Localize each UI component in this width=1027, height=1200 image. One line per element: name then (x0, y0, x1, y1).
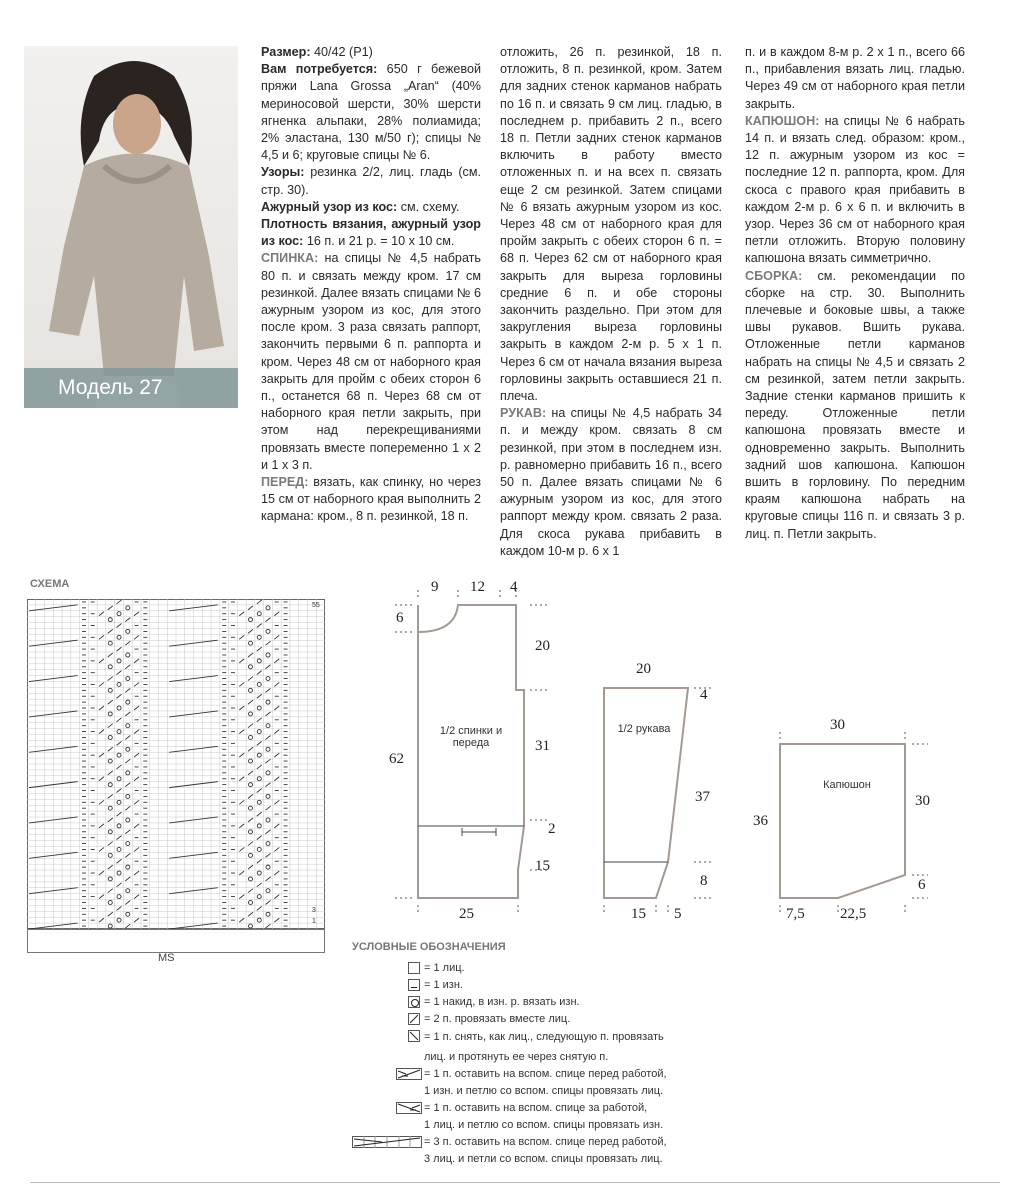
sleeve-dim-5: 5 (674, 906, 682, 922)
chart-row-1-number: 1 (312, 918, 316, 925)
model-label: Модель 27 (24, 368, 238, 408)
body-dim-2: 2 (548, 821, 556, 837)
hood-dim-7-5: 7,5 (786, 906, 805, 922)
sleeve-label: 1/2 рукава (617, 723, 671, 735)
hood-label: Капюшон (823, 779, 871, 791)
section-heading: СПИНКА: (261, 251, 319, 266)
body-dim-62: 62 (389, 751, 404, 767)
paragraph-text: 650 г бежевой пряжи Lana Grossa „Aran“ (40% мериносовой шерсти, 30% шерсти ягненка альпаки, 28% полиамида; 2% эластана, 130 м/50 г); спицы № 4,5 и 6; круговые спицы № 6. (261, 62, 481, 163)
paragraph-heading: Вам потребуется: (261, 62, 378, 77)
legend-item: = 1 накид, в изн. р. вязать изн. (424, 996, 580, 1008)
paragraph-heading: Размер: (261, 45, 311, 59)
hood-dim-22-5: 22,5 (840, 906, 867, 922)
section-heading: КАПЮШОН: (745, 113, 820, 128)
paragraph-text: на спицы № 6 набрать 14 п. и вязать след. образом: кром., 12 п. ажурным узором из кос = последние 12 п. раппорта, кром. Для скоса с правого края прибавить в каждом 2-м р. 6 х 6 п. и включить в узор. Через 36 см от наборного края петли отложить. Вторую половину капюшона вязать симметрично. (745, 113, 965, 266)
sleeve-dim-8: 8 (700, 873, 708, 889)
body-outline (418, 605, 524, 898)
paragraph-text: 40/42 (Р1) (310, 45, 373, 59)
legend-title: УСЛОВНЫЕ ОБОЗНАЧЕНИЯ (352, 941, 506, 953)
legend-item: = 3 п. оставить на вспом. спице перед работой, (424, 1136, 667, 1148)
legend-item: 3 лиц. и петли со вспом. спицы провязать лиц. (424, 1153, 663, 1165)
body-dim-25: 25 (459, 906, 474, 922)
paragraph-text: 16 п. и 21 р. = 10 х 10 см. (303, 234, 455, 249)
cross-right-symbol-icon (396, 1102, 422, 1114)
body-dim-15: 15 (535, 858, 550, 874)
sleeve-dim-4: 4 (700, 687, 708, 703)
legend-item: лиц. и протянуть ее через снятую п. (424, 1051, 609, 1063)
legend-item: = 2 п. провязать вместе лиц. (424, 1013, 571, 1025)
paragraph-text: отложить, 26 п. резинкой, 18 п. отложить, 8 п. резинкой, кром. Затем для задних стенок карманов набрать по 16 п. и связать 9 см лиц. гладью, в последнем р. прибавить 2 п., всего 18 п. Петли задних стенок карманов включить в работу вместо отложенных п. и на всех п. связать еще 2 см резинкой. Затем спицами № 6 вязать ажурным узором из кос. Через 48 см от наборного края для пройм закрыть с обеих сторон 6 п. = 68 п. Через 62 см от наборного края закрыть для выреза горловины средние 6 п. и обе стороны закончить раздельно. При этом для закругления выреза горловины закрыть в каждом 2-м р. 5 х 1 п. Через 6 см от начала вязания выреза горловины закрыть оставшиеся 21 п. плеча. (500, 45, 722, 404)
knit-symbol-icon (408, 962, 420, 974)
rapport-label: MS (158, 952, 175, 964)
legend-item: = 1 п. оставить на вспом. спице за работой, (424, 1102, 648, 1114)
legend-item: = 1 лиц. (424, 962, 465, 974)
body-dim-31: 31 (535, 738, 550, 754)
hood-dim-36: 36 (753, 813, 768, 829)
body-dim-20: 20 (535, 638, 550, 654)
sleeve-dim-15: 15 (631, 906, 646, 922)
paragraph-text: см. рекомендации по сборке на стр. 30. Выполнить плечевые и боковые швы, а также швы рукавов. Вшить рукава. Отложенные петли карманов набрать на спицы № 4,5 и связать 2 см резинкой, затем петли закрыть. Задние стенки карманов пришить к переду. Отложенные петли капюшона провязать вместе и одновременно закрыть. Выполнить задний шов капюшона. Капюшон вшить в горловину. По передним краям капюшона набрать на круговые спицы 116 п. и связать 3 р. лиц. п. Петли закрыть. (745, 268, 965, 541)
legend-item: = 1 изн. (424, 979, 463, 991)
hood-outline (780, 744, 905, 898)
section-heading: РУКАВ: (500, 406, 547, 421)
section-heading: СБОРКА: (745, 268, 803, 283)
paragraph-heading: Узоры: (261, 165, 305, 180)
body-dim-12: 12 (470, 579, 485, 595)
paragraph-text: на спицы № 4,5 набрать 80 п. и связать между кром. 17 см резинкой. Далее вязать спицами № 6 ажурным узором из кос, для этого после кром. 3 раза связать раппорт, закончить первыми 6 п. раппорта и кром. Через 48 см от наборного края закрыть для пройм с обеих сторон 6 п., останется 68 п. Через 68 см от наборного края петли закрыть, при этом над перекрещиваниями провязать вместе попеременно 1 х 2 и 1 х 3 п. (261, 251, 481, 472)
ssk-symbol-icon (408, 1030, 420, 1042)
section-heading: ПЕРЕД: (261, 475, 309, 490)
sleeve-outline (604, 688, 688, 898)
hood-dim-30-top: 30 (830, 717, 845, 733)
chart-row-3-number: 3 (312, 907, 316, 914)
body-label: 1/2 спинки и переда (439, 725, 503, 749)
legend-item: = 1 п. снять, как лиц., следующую п. провязать (424, 1031, 664, 1043)
chart-row-top-number: 55 (312, 602, 320, 609)
paragraph-text: на спицы № 4,5 набрать 34 п. и между кром. связать 8 см резинкой, при этом в последнем изн. р. равномерно прибавить 16 п., всего 50 п. Далее вязать спицами № 6 ажурным узором из кос, для этого раппорт между кром. связать 2 раза. Для скоса рукава прибавить в каждом 10-м р. 6 х 1 (500, 406, 722, 558)
hood-dim-30-right: 30 (915, 793, 930, 809)
body-dim-9: 9 (431, 579, 439, 595)
schema-title: СХЕМА (30, 578, 70, 590)
legend-item: 1 изн. и петлю со вспом. спицы провязать лиц. (424, 1085, 664, 1097)
legend-item: = 1 п. оставить на вспом. спице перед работой, (424, 1068, 667, 1080)
hood-dim-6: 6 (918, 877, 926, 893)
bottom-rule (30, 1182, 1000, 1183)
k2tog-symbol-icon (408, 1013, 420, 1025)
paragraph-heading: Плотность вязания, ажурный узор из кос: (261, 217, 481, 249)
body-dim-6: 6 (396, 610, 404, 626)
sleeve-dim-37: 37 (695, 789, 710, 805)
paragraph-text: см. схему. (397, 199, 460, 214)
cross-left-symbol-icon (396, 1068, 422, 1080)
sleeve-dim-20: 20 (636, 661, 651, 677)
paragraph-text: вязать, как спинку, но через 15 см от наборного края выполнить 2 кармана: кром., 8 п. резинкой, 18 п. (261, 475, 481, 524)
paragraph-text: п. и в каждом 8-м р. 2 х 1 п., всего 66 п., прибавления вязать лиц. гладью. Через 49 см от наборного края петли закрыть. (745, 45, 965, 111)
cable-3x3-symbol-icon (352, 1136, 422, 1148)
yarn-over-symbol-icon (408, 996, 420, 1008)
paragraph-heading: Ажурный узор из кос: (261, 199, 398, 214)
body-dim-4: 4 (510, 579, 518, 595)
paragraph-text: резинка 2/2, лиц. гладь (см. стр. 30). (261, 165, 481, 197)
purl-symbol-icon (408, 979, 420, 991)
legend-item: 1 лиц. и петлю со вспом. спицы провязать изн. (424, 1119, 664, 1131)
